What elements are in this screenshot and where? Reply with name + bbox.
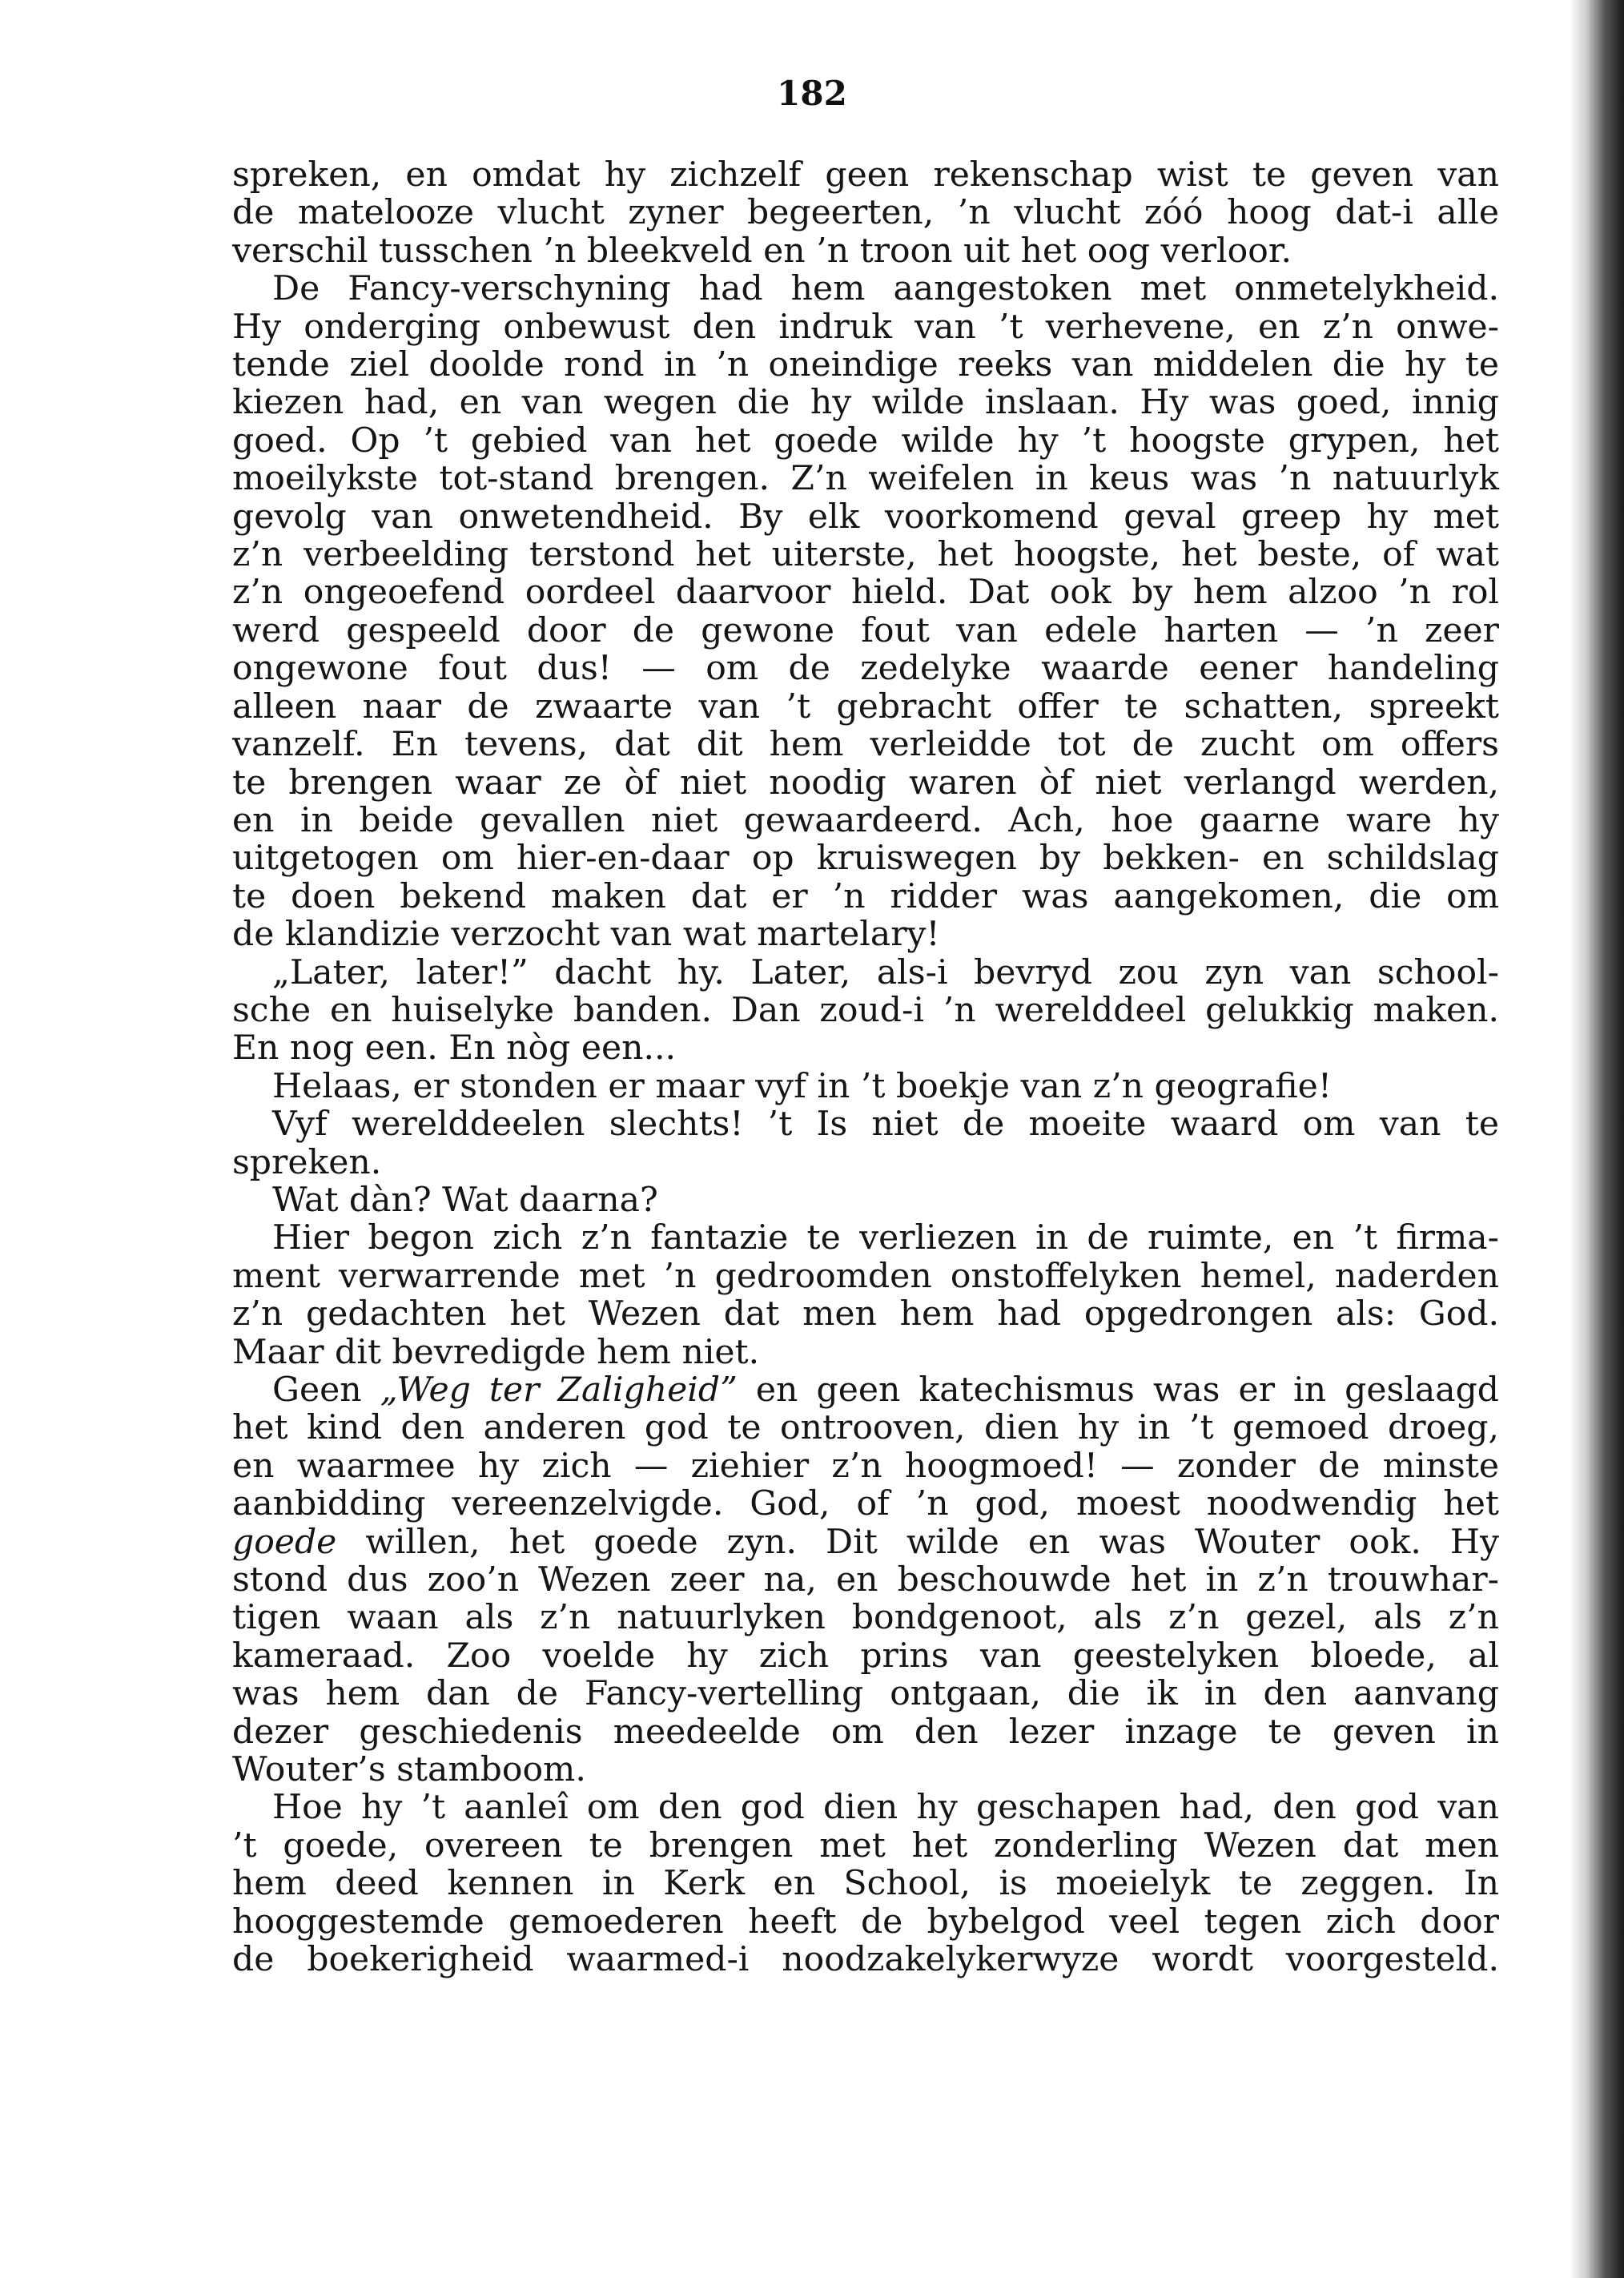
text-line: En nog een. En nòg een... [232,1028,677,1069]
text-line: z’n verbeelding terstond het uiterste, het hoogste, het beste, of wat [232,535,1499,575]
text-line: tende ziel doolde rond in ’n oneindige reeks van middelen die hy te [232,345,1499,385]
text-line: moeilykste tot-stand brengen. Z’n weifelen in keus was ’n natuurlyk [232,459,1499,499]
text-run: willen, het goede zyn. Dit wilde en was Wouter ook. Hy [336,1522,1499,1562]
text-line: „Later, later!” dacht hy. Later, als-i bevryd zou zyn van school- [272,952,1499,992]
text-line: sche en huiselyke banden. Dan zoud-i ’n werelddeel gelukkig maken. [232,990,1499,1030]
italic-title: „Weg ter Zaligheid” [380,1370,738,1410]
text-line: Hoe hy ’t aanleî om den god dien hy geschapen had, den god van [272,1788,1499,1828]
text-line: goed. Op ’t gebied van het goede wilde hy ’t hoogste grypen, het [232,421,1499,461]
text-line: te brengen waar ze òf niet noodig waren òf niet verlangd werden, [232,763,1499,803]
text-line: de matelooze vlucht zyner begeerten, ’n vlucht zóó hoog dat-i alle [232,193,1499,233]
text-line: hooggestemde gemoederen heeft de bybelgod veel tegen zich door [232,1902,1499,1942]
text-line: Helaas, er stonden er maar vyf in ’t boekje van z’n geografie! [272,1066,1332,1106]
text-line: ’t goede, overeen te brengen met het zonderling Wezen dat men [232,1825,1499,1865]
text-line: was hem dan de Fancy-vertelling ontgaan, die ik in den aanvang [232,1674,1499,1714]
text-line: te doen bekend maken dat er ’n ridder was aangekomen, die om [232,876,1499,916]
text-line: werd gespeeld door de gewone fout van edele harten — ’n zeer [232,610,1499,650]
text-line: De Fancy-verschyning had hem aangestoken met onmetelykheid. [272,269,1499,309]
text-line: hem deed kennen in Kerk en School, is moeielyk te zeggen. In [232,1864,1499,1904]
text-line [232,1523,1499,1561]
text-line: de klandizie verzocht van wat martelary! [232,915,940,955]
text-line: alleen naar de zwaarte van ’t gebracht offer te schatten, spreekt [232,686,1499,726]
text-line: stond dus zoo’n Wezen zeer na, en beschouwde het in z’n trouwhar- [232,1560,1499,1600]
text-line: de boekerigheid waarmed-i noodzakelykerwyze wordt voorgesteld. [232,1940,1499,1980]
text-run: Geen [272,1370,380,1410]
page-number: 182 [777,74,847,113]
text-run: en geen katechismus was er in geslaagd [737,1370,1499,1410]
text-line: verschil tusschen ’n bleekveld en ’n troon uit het oog verloor. [232,231,1292,271]
text-line: z’n gedachten het Wezen dat men hem had opgedrongen als: God. [232,1294,1499,1334]
text-line: Hier begon zich z’n fantazie te verliezen in de ruimte, en ’t firma- [272,1218,1499,1258]
text-line: vanzelf. En tevens, dat dit hem verleidde tot de zucht om offers [232,725,1499,765]
text-line: het kind den anderen god te ontrooven, dien hy in ’t gemoed droeg, [232,1408,1499,1448]
text-line: Hy onderging onbewust den indruk van ’t verhevene, en z’n onwe- [232,307,1499,347]
text-line: ongewone fout dus! — om de zedelyke waarde eener handeling [232,649,1499,689]
italic-word: goede [232,1522,337,1562]
body-text [232,156,1499,1979]
text-line: ment verwarrende met ’n gedroomden onstoffelyken hemel, naderden [232,1256,1499,1296]
text-line: dezer geschiedenis meedeelde om den lezer inzage te geven in [232,1712,1499,1752]
text-line: en in beide gevallen niet gewaardeerd. Ach, hoe gaarne ware hy [232,800,1499,840]
text-line: uitgetogen om hier-en-daar op kruiswegen by bekken- en schildslag [232,839,1499,879]
text-line: Maar dit bevredigde hem niet. [232,1332,760,1372]
text-line: tigen waan als z’n natuurlyken bondgenoot, als z’n gezel, als z’n [232,1598,1499,1638]
text-line: spreken, en omdat hy zichzelf geen rekenschap wist te geven van [232,155,1499,195]
text-line: kameraad. Zoo voelde hy zich prins van geestelyken bloede, al [232,1636,1499,1676]
text-line: aanbidding vereenzelvigde. God, of ’n god, moest noodwendig het [232,1484,1499,1524]
text-line: Wouter’s stamboom. [232,1750,586,1790]
text-line: kiezen had, en van wegen die hy wilde inslaan. Hy was goed, innig [232,383,1499,423]
text-line: Vyf werelddeelen slechts! ’t Is niet de moeite waard om van te [272,1105,1499,1145]
text-line: en waarmee hy zich — ziehier z’n hoogmoed! — zonder de minste [232,1446,1499,1486]
text-line: gevolg van onwetendheid. By elk voorkomend geval greep hy met [232,497,1499,537]
page-edge-shadow [1570,0,1624,2278]
text-line: z’n ongeoefend oordeel daarvoor hield. Dat ook by hem alzoo ’n rol [232,573,1499,613]
text-line: spreken. [232,1142,382,1182]
text-line: Wat dàn? Wat daarna? [272,1180,658,1220]
text-line [232,1371,1499,1409]
